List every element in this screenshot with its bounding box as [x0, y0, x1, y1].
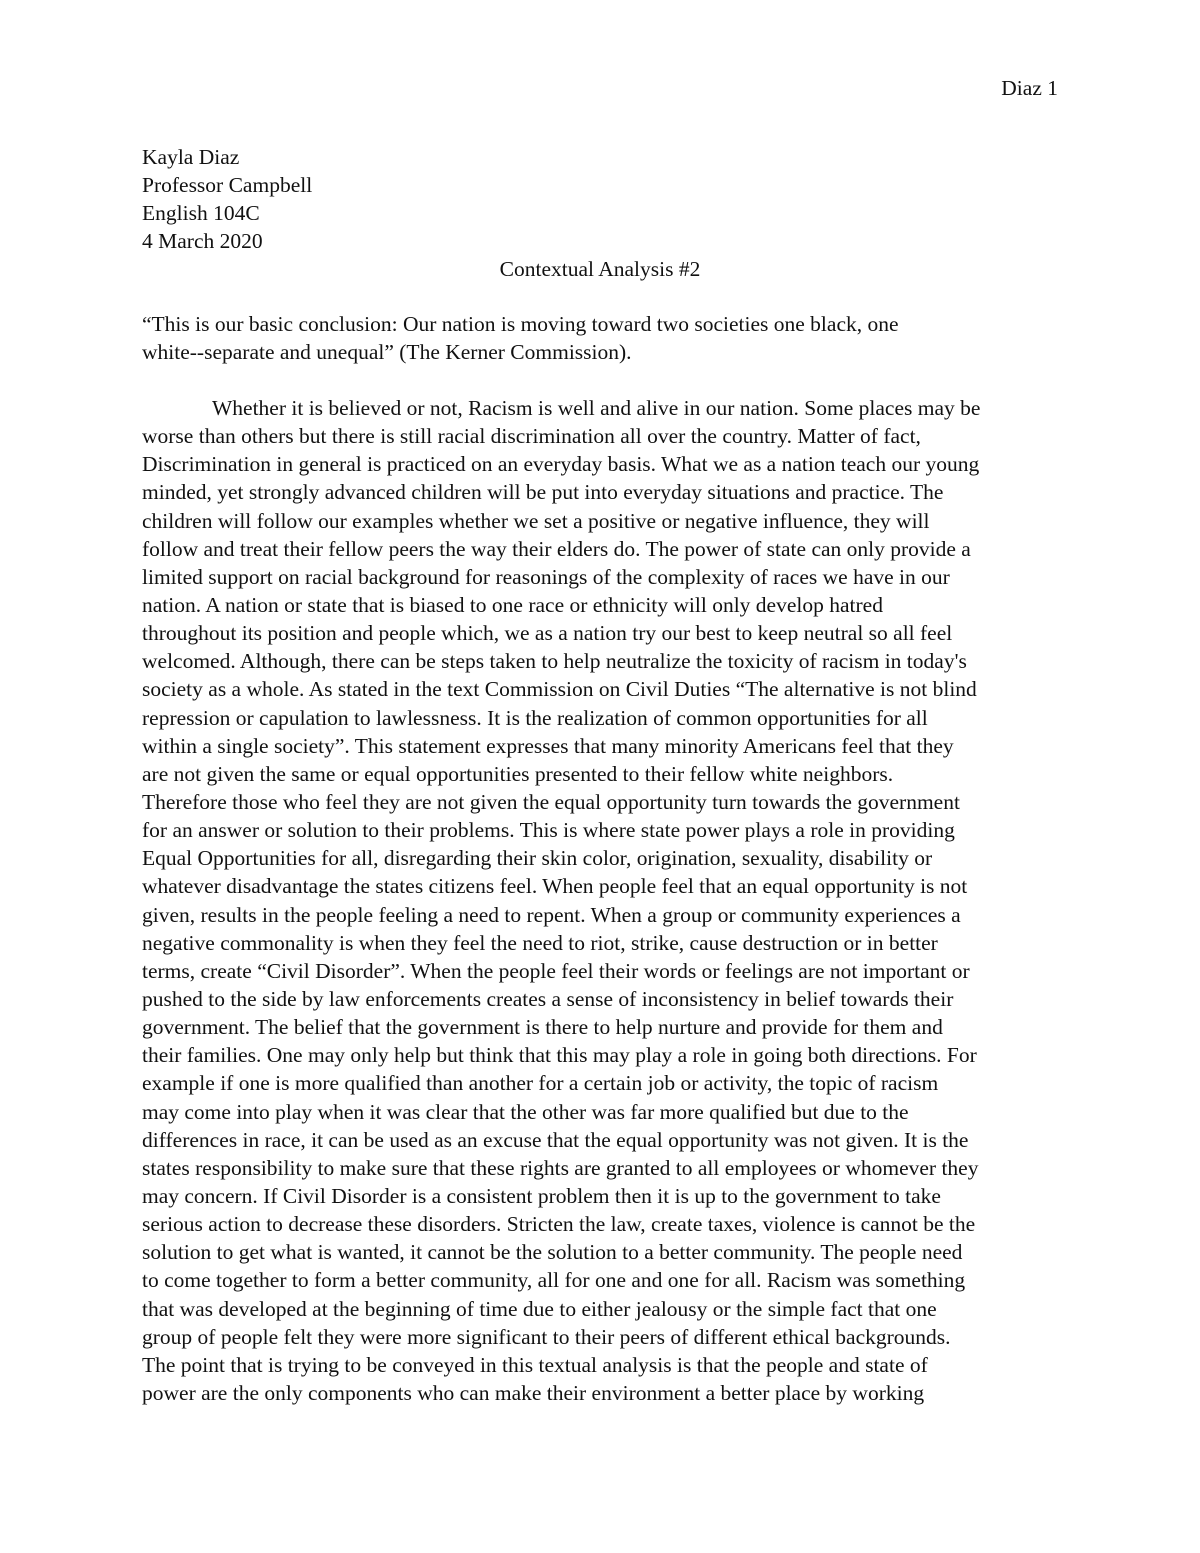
body-line: children will follow our examples whether we set a positive or negative influence, they will: [142, 508, 930, 533]
body-line: The point that is trying to be conveyed in this textual analysis is that the people and state of: [142, 1352, 928, 1377]
epigraph-quote: [142, 310, 899, 366]
body-line: states responsibility to make sure that these rights are granted to all employees or whomever they: [142, 1155, 979, 1180]
body-line: example if one is more qualified than another for a certain job or activity, the topic of racism: [142, 1071, 939, 1096]
body-line: Equal Opportunities for all, disregarding their skin color, origination, sexuality, disability or: [142, 846, 933, 871]
mla-heading: [142, 143, 312, 255]
body-line: welcomed. Although, there can be steps taken to help neutralize the toxicity of racism in today's: [142, 649, 967, 674]
body-line: government. The belief that the government is there to help nurture and provide for them and: [142, 1015, 943, 1040]
body-line: Whether it is believed or not, Racism is well and alive in our nation. Some places may be: [212, 396, 981, 420]
author-name: Kayla Diaz: [142, 145, 240, 169]
body-line: Discrimination in general is practiced on an everyday basis. What we as a nation teach our young: [142, 452, 980, 477]
document-date: 4 March 2020: [142, 229, 263, 254]
body-line: throughout its position and people which, we as a nation try our best to keep neutral so all feel: [142, 621, 953, 646]
body-line: follow and treat their fellow peers the way their elders do. The power of state can only provide a: [142, 536, 971, 561]
body-line: limited support on racial background for reasonings of the complexity of races we have in our: [142, 564, 950, 589]
body-line: minded, yet strongly advanced children will be put into everyday situations and practice. The: [142, 480, 944, 505]
body-line: terms, create “Civil Disorder”. When the people feel their words or feelings are not important or: [142, 958, 970, 983]
body-line: worse than others but there is still racial discrimination all over the country. Matter of fact,: [142, 424, 921, 449]
body-line: group of people felt they were more significant to their peers of different ethical backgrounds.: [142, 1324, 951, 1349]
body-line: society as a whole. As stated in the text Commission on Civil Duties “The alternative is not blind: [142, 677, 977, 702]
body-line: their families. One may only help but think that this may play a role in going both directions. For: [142, 1043, 977, 1068]
body-line: repression or capulation to lawlessness. It is the realization of common opportunities for all: [142, 705, 928, 730]
epigraph-line: “This is our basic conclusion: Our nation is moving toward two societies one black, one: [142, 312, 899, 336]
body-line: may come into play when it was clear that the other was far more qualified but due to the: [142, 1099, 909, 1124]
course-name: English 104C: [142, 201, 260, 226]
body-line: power are the only components who can make their environment a better place by working: [142, 1380, 925, 1405]
body-line: may concern. If Civil Disorder is a consistent problem then it is up to the government to take: [142, 1183, 941, 1208]
body-line: to come together to form a better community, all for one and one for all. Racism was something: [142, 1268, 966, 1293]
body-line: within a single society”. This statement expresses that many minority Americans feel that they: [142, 733, 954, 758]
body-line: pushed to the side by law enforcements creates a sense of inconsistency in belief towards their: [142, 986, 954, 1011]
epigraph-line: white--separate and unequal” (The Kerner Commission).: [142, 340, 632, 365]
body-line: negative commonality is when they feel the need to riot, strike, cause destruction or in better: [142, 930, 938, 955]
body-line: given, results in the people feeling a need to repent. When a group or community experiences a: [142, 902, 961, 927]
document-title: Contextual Analysis #2: [499, 257, 701, 281]
body-line: differences in race, it can be used as an excuse that the equal opportunity was not given. It is the: [142, 1127, 969, 1152]
body-line: are not given the same or equal opportunities presented to their fellow white neighbors.: [142, 761, 894, 786]
body-paragraph: [142, 394, 980, 1407]
instructor-name: Professor Campbell: [142, 173, 313, 198]
running-head: Diaz 1: [1001, 76, 1058, 100]
body-line: Therefore those who feel they are not given the equal opportunity turn towards the government: [142, 789, 960, 814]
body-line: for an answer or solution to their problems. This is where state power plays a role in providing: [142, 818, 955, 843]
body-line: solution to get what is wanted, it cannot be the solution to a better community. The people need: [142, 1240, 963, 1265]
body-line: serious action to decrease these disorders. Stricten the law, create taxes, violence is cannot be the: [142, 1212, 976, 1237]
body-line: nation. A nation or state that is biased to one race or ethnicity will only develop hatred: [142, 592, 883, 617]
body-line: whatever disadvantage the states citizens feel. When people feel that an equal opportunity is not: [142, 874, 968, 899]
body-line: that was developed at the beginning of time due to either jealousy or the simple fact that one: [142, 1296, 937, 1321]
